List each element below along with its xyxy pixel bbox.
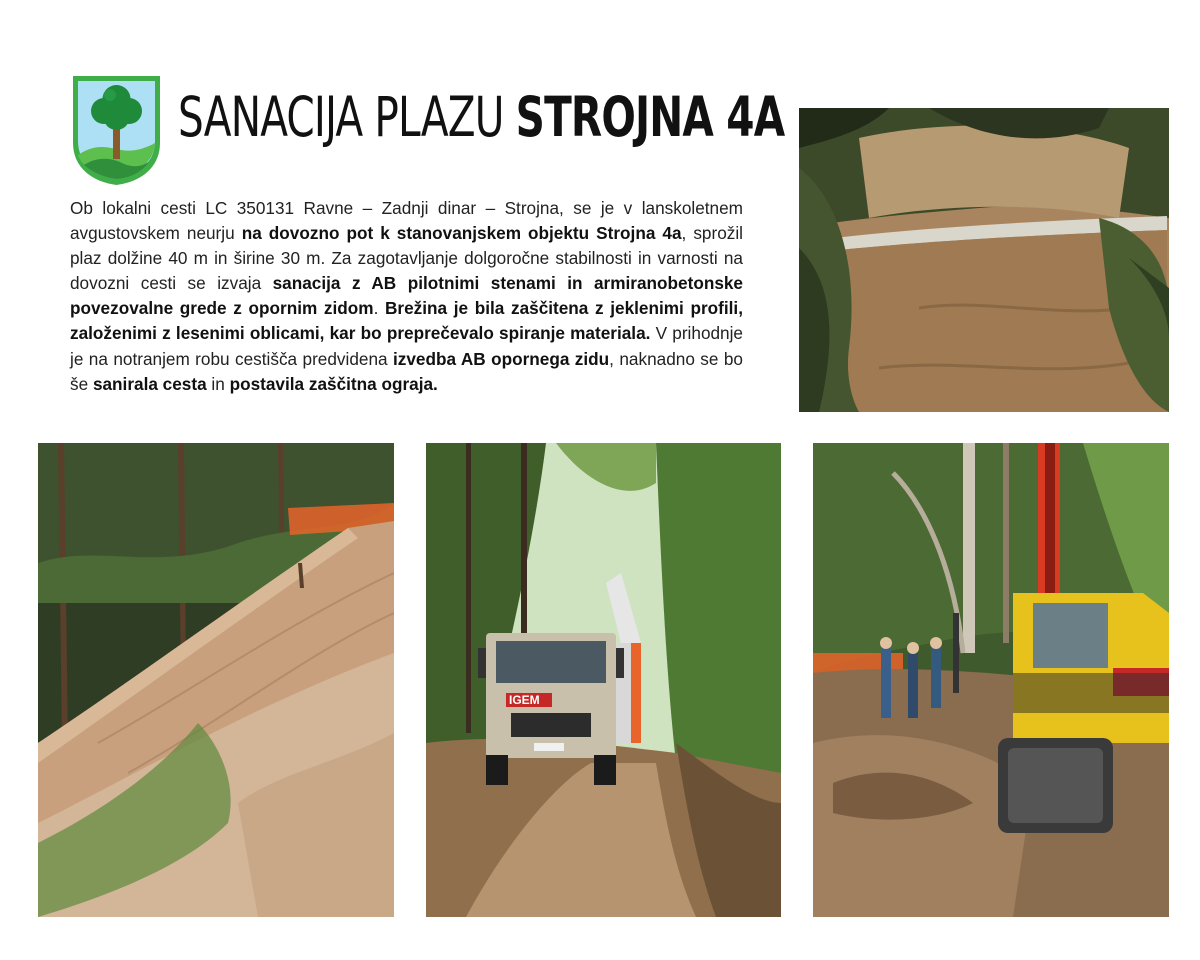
- bold-segment: sanirala cesta: [92, 373, 207, 394]
- text-segment: , naknadno se bo še: [70, 348, 743, 394]
- title-light: SANACIJA PLAZU: [178, 85, 516, 149]
- bold-segment: izvedba AB opornega zidu: [393, 348, 610, 369]
- municipality-crest-logo: [70, 73, 163, 186]
- text-segment: , sprožil plaz dolžine 40 m in širine 30 m. Za zagotavljanje dolgoročne stabilnosti in varnosti na dovozni cesti se izvaja: [70, 223, 744, 294]
- text-segment: .: [373, 298, 385, 319]
- page-title: [178, 82, 784, 152]
- bold-segment: na dovozno pot k stanovanjskem objektu Strojna 4a: [241, 223, 682, 244]
- title-bold: STROJNA 4A: [515, 85, 785, 149]
- text-segment: in: [206, 373, 230, 394]
- bold-segment: Brežina je bila zaščitena z jeklenimi profili, založenimi z lesenimi oblicami, kar bo preprečevalo spiranje materiala.: [70, 298, 743, 344]
- bold-segment: postavila zaščitna ograja.: [229, 373, 438, 394]
- photo-excavator-works: [813, 443, 1169, 917]
- photo-protected-slope: [38, 443, 394, 917]
- photo-landslide-overview: [799, 108, 1169, 412]
- text-segment: V prihodnje je na notranjem robu cestišča predvidena: [70, 323, 743, 369]
- photo-pump-truck: [426, 443, 781, 917]
- text-segment: Ob lokalni cesti LC 350131 Ravne – Zadnji dinar – Strojna, se je v lanskoletnem avgustovskem neurju: [70, 198, 743, 244]
- bold-segment: sanacija z AB pilotnimi stenami in armiranobetonske povezovalne grede z opornim zidom: [70, 273, 743, 319]
- description-paragraph: [70, 196, 743, 397]
- truck-logo-text: IGEM: [509, 693, 540, 707]
